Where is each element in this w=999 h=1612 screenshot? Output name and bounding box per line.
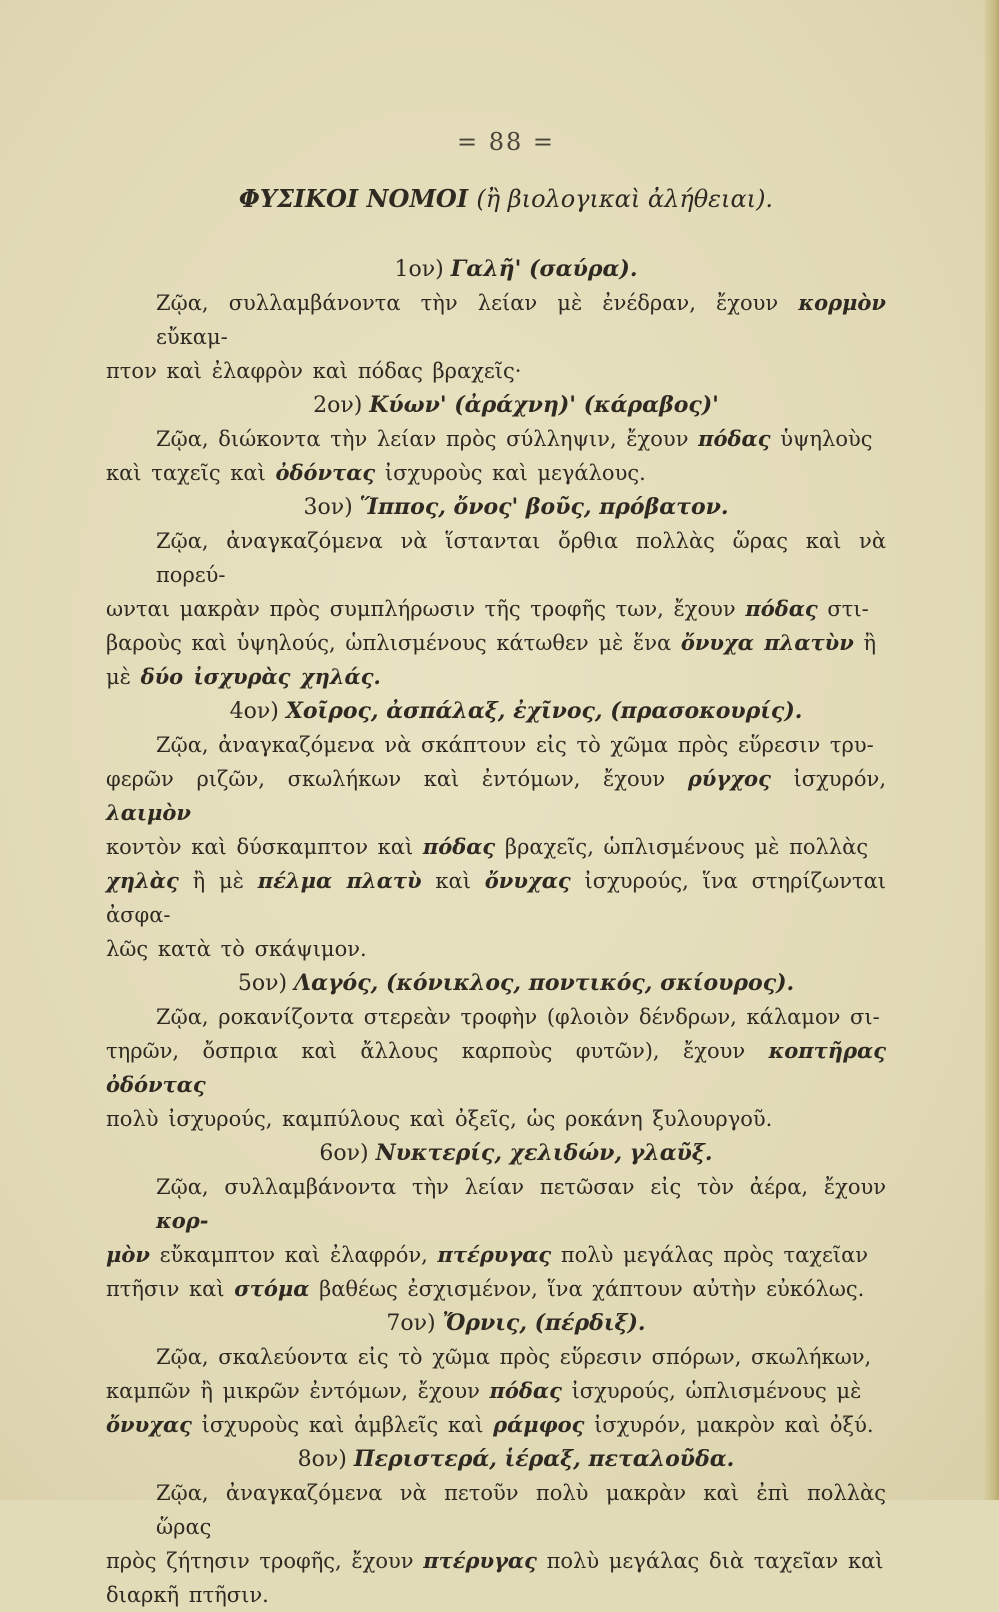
section-animals: Γαλῆ' (σαύρα).	[450, 256, 638, 282]
emphasis: λαιμὸν	[106, 800, 191, 825]
section-number: 6ον)	[319, 1141, 369, 1166]
emphasis: πτέρυγας	[423, 1548, 537, 1573]
title-main: ΦΥΣΙΚΟΙ ΝΟΜΟΙ	[238, 184, 469, 213]
section-paragraph	[106, 286, 886, 388]
section-number: 1ον)	[394, 257, 444, 282]
emphasis: δύο ἰσχυρὰς χηλάς.	[140, 664, 381, 689]
text-run: καὶ	[435, 869, 471, 893]
text-run: ἰσχυρόν,	[793, 767, 886, 791]
text-run: ὑψηλοὺς	[780, 427, 873, 451]
text-run: βαροὺς καὶ ὑψηλούς, ὡπλισμένους κάτωθεν μὲ ἕνα	[106, 631, 672, 655]
section-animals: Λαγός, (κόνικλος, ποντικός, σκίουρος).	[294, 970, 795, 996]
emphasis: πόδας	[489, 1378, 562, 1403]
section-animals: Κύων' (ἀράχνη)' (κάραβος)'	[369, 392, 719, 418]
section-paragraph	[106, 524, 886, 694]
text-run: ἢ μὲ	[192, 869, 244, 893]
section-heading	[146, 490, 886, 524]
section-number: 8ον)	[297, 1447, 347, 1472]
page-edge	[985, 0, 999, 1500]
text-run: εὔκαμ-	[156, 325, 228, 349]
text-run: Ζῷα, συλλαμβάνοντα τὴν λείαν πετῶσαν εἰς τὸν ἀέρα, ἔχουν	[156, 1175, 886, 1199]
text-run: πολὺ μεγάλας διὰ ταχεῖαν καὶ	[546, 1549, 884, 1573]
text-run: πτον καὶ ἐλαφρὸν καὶ πόδας βραχεῖς·	[106, 359, 522, 383]
emphasis: πόδας	[422, 834, 496, 859]
text-run: πολὺ ἰσχυρούς, καμπύλους καὶ ὀξεῖς, ὡς ροκάνη ξυλουργοῦ.	[106, 1107, 773, 1131]
section-paragraph	[106, 1340, 886, 1442]
section-animals: Περιστερά, ἱέραξ, πεταλοῦδα.	[353, 1446, 735, 1472]
section-number: 5ον)	[237, 971, 288, 996]
text-run: τηρῶν, ὄσπρια καὶ ἄλλους καρποὺς φυτῶν), ἔχουν	[106, 1039, 746, 1063]
emphasis: χηλὰς	[106, 868, 179, 893]
text-run: ἰσχυρόν, μακρὸν καὶ ὀξύ.	[594, 1413, 874, 1437]
section-animals: Νυκτερίς, χελιδών, γλαῦξ.	[375, 1140, 713, 1166]
section-animals: Ἵππος, ὄνος' βοῦς, πρόβατον.	[359, 494, 729, 520]
emphasis: πτέρυγας	[437, 1242, 552, 1267]
emphasis: ὄνυχας	[106, 1412, 192, 1437]
text-run: Ζῷα, ἀναγκαζόμενα νὰ ἵστανται ὄρθια πολλὰς ὥρας καὶ νὰ πορεύ-	[156, 529, 886, 587]
text-run: βραχεῖς, ὡπλισμένους μὲ πολλὰς	[504, 835, 869, 859]
text-run: Ζῷα, ροκανίζοντα στερεὰν τροφὴν (φλοιὸν δένδρων, κάλαμον σι-	[156, 1005, 880, 1029]
text-run: λῶς κατὰ τὸ σκάψιμον.	[106, 937, 367, 961]
text-run: ωνται μακρὰν πρὸς συμπλήρωσιν τῆς τροφῆς των, ἔχουν	[106, 597, 736, 621]
section-paragraph	[106, 1476, 886, 1612]
emphasis: ὀδόντας	[275, 460, 376, 485]
page-title	[126, 184, 886, 224]
text-run: πτῆσιν καὶ	[106, 1277, 225, 1301]
section-animals: Χοῖρος, ἀσπάλαξ, ἐχῖνος, (πρασοκουρίς).	[285, 698, 803, 724]
text-run: εὔκαμπτον καὶ ἐλαφρόν,	[159, 1243, 428, 1267]
emphasis: κοπτῆρας ὀδόντας	[106, 1038, 886, 1097]
emphasis: ὄνυχας	[484, 868, 571, 893]
section-number: 3ον)	[303, 495, 353, 520]
text-run: ἰσχυρούς, ἵνα στηρίζωνται ἀσφα-	[106, 869, 886, 927]
text-run: Ζῷα, σκαλεύοντα εἰς τὸ χῶμα πρὸς εὕρεσιν σπόρων, σκωλήκων,	[156, 1345, 872, 1369]
section-heading	[146, 966, 886, 1000]
text-run: Ζῷα, ἀναγκαζόμενα νὰ σκάπτουν εἰς τὸ χῶμα πρὸς εὕρεσιν τρυ-	[156, 733, 874, 757]
text-run: ἢ	[863, 631, 877, 655]
text-run: φερῶν ριζῶν, σκωλήκων καὶ ἐντόμων, ἔχουν	[106, 767, 666, 791]
text-run: Ζῷα, συλλαμβάνοντα τὴν λείαν μὲ ἐνέδραν, ἔχουν	[156, 291, 779, 315]
emphasis: κορ-	[156, 1208, 209, 1233]
emphasis: πόδας	[698, 426, 771, 451]
text-run: Ζῷα, διώκοντα τὴν λείαν πρὸς σύλληψιν, ἔχουν	[156, 427, 689, 451]
section-number: 2ον)	[313, 393, 363, 418]
emphasis: πέλμα πλατὺ	[257, 868, 422, 893]
text-run: στι-	[827, 597, 869, 621]
text-run: καμπῶν ἢ μικρῶν ἐντόμων, ἔχουν	[106, 1379, 480, 1403]
text-run: πολὺ μεγάλας πρὸς ταχεῖαν	[560, 1243, 869, 1267]
section-heading	[146, 694, 886, 728]
text-run: Ζῷα, ἀναγκαζόμενα νὰ πετοῦν πολὺ μακρὰν καὶ ἐπὶ πολλὰς ὥρας	[156, 1481, 886, 1539]
section-animals: Ὄρνις, (πέρδιξ).	[442, 1310, 646, 1336]
section-number: 7ον)	[386, 1311, 436, 1336]
section-heading	[146, 1306, 886, 1340]
emphasis: μὸν	[106, 1242, 150, 1267]
emphasis: ρύγχος	[687, 766, 771, 791]
emphasis: ράμφος	[493, 1412, 585, 1437]
section-heading	[146, 1442, 886, 1476]
page-number: = 88 =	[456, 128, 555, 156]
text-run: καὶ ταχεῖς καὶ	[106, 461, 266, 485]
text-run: βαθέως ἐσχισμένον, ἵνα χάπτουν αὐτὴν εὐκόλως.	[319, 1277, 865, 1301]
section-paragraph	[106, 728, 886, 966]
text-run: μὲ	[106, 665, 131, 689]
text-run: πρὸς ζήτησιν τροφῆς, ἔχουν	[106, 1549, 414, 1573]
title-sub: (ἢ βιολογικαὶ ἀλήθειαι).	[476, 185, 774, 213]
section-heading	[146, 252, 886, 286]
section-number: 4ον)	[229, 699, 279, 724]
section-paragraph	[106, 1170, 886, 1306]
section-heading	[146, 388, 886, 422]
emphasis: κορμὸν	[798, 290, 886, 315]
text-run: διαρκῆ πτῆσιν.	[106, 1583, 269, 1607]
text-run: ἰσχυροὺς καὶ ἀμβλεῖς καὶ	[201, 1413, 484, 1437]
emphasis: πόδας	[745, 596, 818, 621]
text-run: κοντὸν καὶ δύσκαμπτον καὶ	[106, 835, 414, 859]
emphasis: στόμα	[234, 1276, 310, 1301]
page-content	[106, 128, 886, 1612]
section-heading	[146, 1136, 886, 1170]
section-paragraph	[106, 1000, 886, 1136]
emphasis: ὄνυχα πλατὺν	[680, 630, 854, 655]
text-run: ἰσχυροὺς καὶ μεγάλους.	[384, 461, 646, 485]
section-paragraph	[106, 422, 886, 490]
text-run: ἰσχυρούς, ὡπλισμένους μὲ	[571, 1379, 862, 1403]
